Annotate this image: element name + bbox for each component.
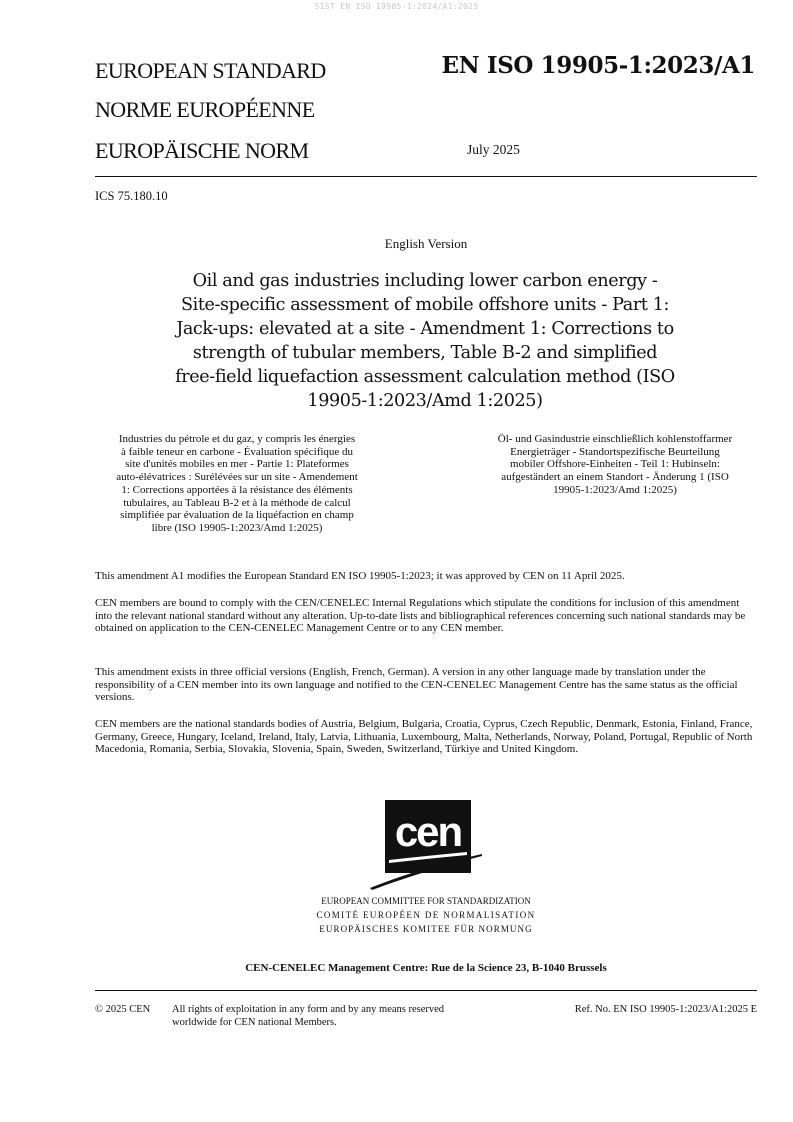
rights-line: worldwide for CEN national Members. (172, 1016, 337, 1028)
title-french (92, 433, 382, 535)
standard-name-fr: NORME EUROPÉENNE (95, 97, 315, 122)
versions-paragraph: This amendment exists in three official versions (English, French, German). A version in any other language made by translation under the responsibility of a CEN member into its own language and notified to the CEN-CENELEC Management Centre has the same status as the official versions. (95, 666, 738, 704)
title-fr-line: tubulaires, au Tableau B-2 et à la méthode de calcul (123, 496, 351, 509)
title-de-line: Energieträger - Standortspezifische Beurteilung (510, 445, 720, 458)
copyright: © 2025 CEN (95, 1004, 151, 1015)
watermark: SIST EN ISO 19905-1:2024/A1:2025 (314, 2, 479, 11)
cen-name-fr: COMITÉ EUROPÉEN DE NORMALISATION (316, 910, 536, 920)
rights-statement (172, 1004, 444, 1029)
document-title (145, 269, 705, 413)
ics-code: ICS 75.180.10 (95, 189, 168, 203)
standard-name-de: EUROPÄISCHE NORM (95, 138, 309, 163)
title-line: Oil and gas industries including lower carbon energy - (192, 271, 658, 291)
title-de-line: 19905-1:2023/Amd 1:2025) (553, 483, 677, 496)
approval-paragraph: This amendment A1 modifies the European Standard EN ISO 19905-1:2023; it was approved by CEN on 11 April 2025. (95, 570, 625, 582)
title-de-line: aufgeständert an einem Standort - Änderung 1 (ISO (501, 471, 729, 484)
title-fr-line: Industries du pétrole et du gaz, y compris les énergies (118, 433, 356, 445)
title-line: free-field liquefaction assessment calculation method (ISO (175, 367, 675, 387)
title-line: Site-specific assessment of mobile offshore units - Part 1: (180, 295, 670, 315)
title-line: 19905-1:2023/Amd 1:2025) (307, 391, 543, 411)
reference-number: Ref. No. EN ISO 19905-1:2023/A1:2025 E (574, 1004, 757, 1015)
title-fr-line: libre (ISO 19905-1:2023/Amd 1:2025) (151, 521, 323, 534)
title-fr-line: site d'unités mobiles en mer - Partie 1: Plateformes (125, 458, 349, 471)
title-fr-line: à faible teneur en carbone - Évaluation spécifique du (120, 445, 354, 458)
cen-name-en: EUROPEAN COMMITTEE FOR STANDARDIZATION (321, 896, 531, 906)
swoosh-tail-icon (370, 854, 482, 890)
title-fr-line: simplifiée par évaluation de la liquéfaction en champ (120, 509, 354, 522)
title-line: strength of tubular members, Table B-2 and simplified (192, 343, 658, 363)
title-fr-line: 1: Corrections apportées à la résistance des éléments (121, 483, 353, 496)
title-de-line: Öl- und Gasindustrie einschließlich kohlenstoffarmer (497, 433, 733, 445)
title-de-line: mobiler Offshore-Einheiten - Teil 1: Hubinseln: (510, 458, 720, 471)
rights-line: All rights of exploitation in any form and by any means reserved (172, 1004, 445, 1015)
title-fr-line: auto-élévatrices : Surélévées sur un site - Amendement (116, 471, 358, 484)
version-label: English Version (384, 236, 468, 251)
footer-rule (95, 990, 757, 991)
title-german (470, 433, 760, 497)
cen-logo-text: cen (394, 808, 462, 855)
header-rule (95, 176, 757, 177)
cen-logo-swoosh-tail (370, 848, 485, 890)
members-paragraph: CEN members are the national standards bodies of Austria, Belgium, Bulgaria, Croatia, Cyprus, Czech Republic, Denmark, Estonia, Finland, France, Germany, Greece, Hungary, Iceland, Ireland, Italy, Latvia, Lithuania, Luxembourg, Malta, Netherlands, Norway, Poland, Portugal, Republic of North Macedonia, Romania, Serbia, Slovakia, Slovenia, Spain, Sweden, Switzerland, Türkiye and United Kingdom. (95, 718, 753, 756)
publication-date: July 2025 (467, 142, 520, 157)
standard-number: EN ISO 19905-1:2023/A1 (441, 52, 755, 79)
cen-name-de: EUROPÄISCHES KOMITEE FÜR NORMUNG (319, 924, 533, 934)
management-centre-address: CEN-CENELEC Management Centre: Rue de la Science 23, B-1040 Brussels (245, 962, 607, 974)
compliance-paragraph: CEN members are bound to comply with the CEN/CENELEC Internal Regulations which stipulate the conditions for inclusion of this amendment into the relevant national standard without any alteration. Up-to-date lists and bibliographical references concerning such national standards may be obtained on application to the CEN-CENELEC Management Centre or to any CEN member. (95, 597, 746, 635)
standard-name-en: EUROPEAN STANDARD (95, 58, 326, 83)
title-line: Jack-ups: elevated at a site - Amendment 1: Corrections to (176, 319, 674, 339)
